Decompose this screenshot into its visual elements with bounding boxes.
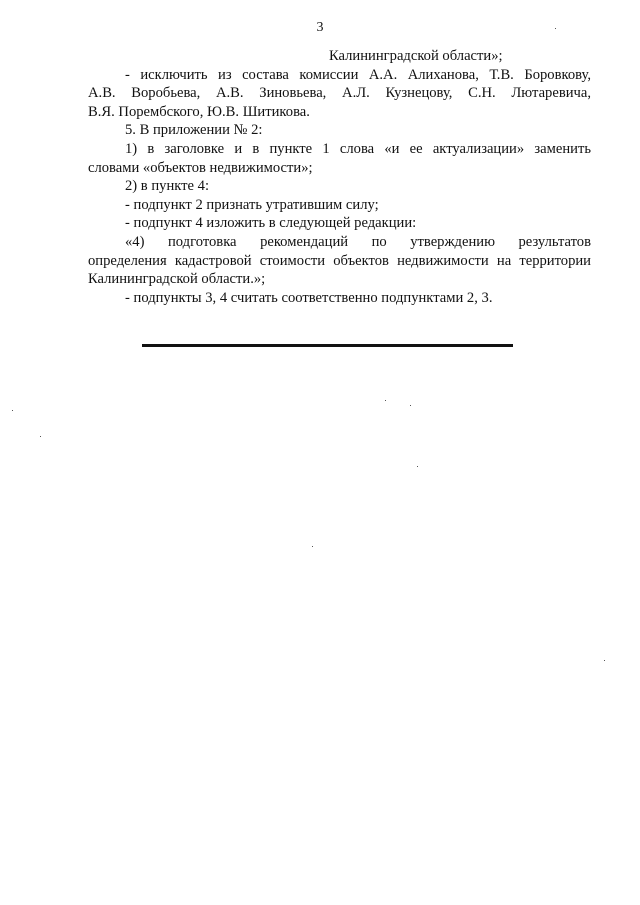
scan-speck [312, 546, 313, 547]
text-line: Калининградской области»; [329, 48, 503, 64]
text-line: - подпункт 4 изложить в следующей редакции: [125, 215, 417, 232]
text-line: 5. В приложении № 2: [125, 122, 263, 139]
text-line: определения кадастровой стоимости объектов недвижимости на территории [88, 252, 591, 269]
scan-speck [12, 410, 13, 411]
text-line: 2) в пункте 4: [125, 178, 210, 195]
text-line: В.Я. Порембского, Ю.В. Шитикова. [88, 103, 310, 120]
text-line: - исключить из состава комиссии А.А. Алиханова, Т.В. Боровкову, [125, 66, 591, 83]
text-line: словами «объектов недвижимости»; [88, 159, 313, 176]
end-of-text-rule [142, 344, 513, 347]
scan-speck [555, 28, 556, 29]
page-number: 3 [316, 20, 324, 35]
text-line: Калининградской области.»; [88, 271, 266, 288]
scan-speck [385, 400, 386, 401]
text-line: «4) подготовка рекомендаций по утверждению результатов [125, 233, 591, 250]
scan-speck [417, 466, 418, 467]
scan-speck [410, 405, 411, 406]
text-line: 1) в заголовке и в пункте 1 слова «и ее актуализации» заменить [125, 140, 591, 157]
text-line: А.В. Воробьева, А.В. Зиновьева, А.Л. Кузнецову, С.Н. Лютаревича, [88, 85, 591, 102]
scan-speck [40, 436, 41, 437]
text-line: - подпункт 2 признать утратившим силу; [125, 196, 379, 213]
document-body [88, 47, 591, 307]
text-line: - подпункты 3, 4 считать соответственно подпунктами 2, 3. [125, 289, 493, 306]
scan-speck [604, 660, 605, 661]
